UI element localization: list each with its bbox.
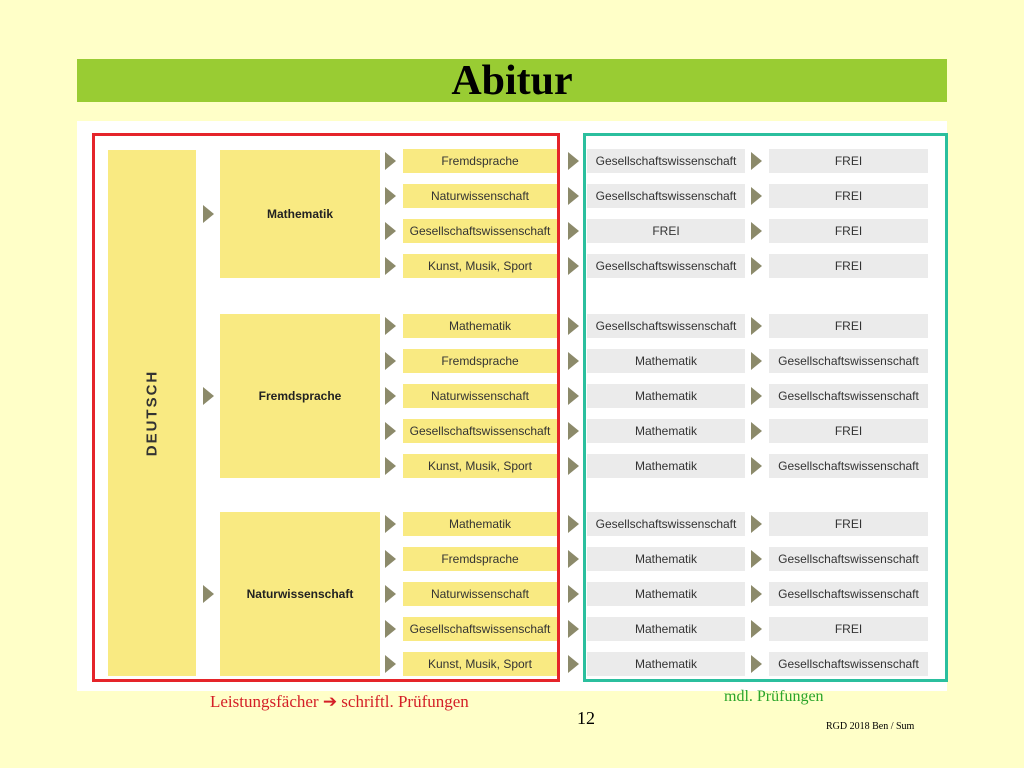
pruefung-box: Gesellschaftswissenschaft xyxy=(587,512,745,536)
pruefung-box: Gesellschaftswissenschaft xyxy=(587,314,745,338)
arrow-to-pruefung xyxy=(751,257,762,275)
arrow-group-to-leistungsfach xyxy=(385,152,396,170)
arrow-to-pruefung xyxy=(751,152,762,170)
arrow-group-to-leistungsfach xyxy=(385,352,396,370)
arrow-group-to-leistungsfach xyxy=(385,422,396,440)
leistungsfach-box: Gesellschaftswissenschaft xyxy=(403,419,557,443)
arrow-to-pruefung xyxy=(568,550,579,568)
page-title: Abitur xyxy=(451,58,573,104)
leistungsfach-box: Mathematik xyxy=(403,314,557,338)
leistungsfach-box: Fremdsprache xyxy=(403,349,557,373)
arrow-to-pruefung xyxy=(751,515,762,533)
leistungsfach-box: Fremdsprache xyxy=(403,149,557,173)
pruefung-box: Gesellschaftswissenschaft xyxy=(587,184,745,208)
arrow-to-pruefung xyxy=(751,620,762,638)
arrow-deutsch-to-group xyxy=(203,205,214,223)
arrow-deutsch-to-group xyxy=(203,387,214,405)
arrow-to-pruefung xyxy=(568,585,579,603)
pruefung-box: Gesellschaftswissenschaft xyxy=(769,652,928,676)
caption-muendliche-pruefungen: mdl. Prüfungen xyxy=(724,688,824,705)
leistungsfach-box: Mathematik xyxy=(403,512,557,536)
pruefung-box: Mathematik xyxy=(587,547,745,571)
arrow-group-to-leistungsfach xyxy=(385,222,396,240)
arrow-to-pruefung xyxy=(751,352,762,370)
arrow-group-to-leistungsfach xyxy=(385,457,396,475)
arrow-group-to-leistungsfach xyxy=(385,620,396,638)
arrow-to-pruefung xyxy=(568,352,579,370)
pruefung-box: Mathematik xyxy=(587,617,745,641)
pruefung-box: FREI xyxy=(769,219,928,243)
title-bar xyxy=(77,59,947,102)
pruefung-box: FREI xyxy=(769,254,928,278)
arrow-to-pruefung xyxy=(751,422,762,440)
leistungsfach-box: Kunst, Musik, Sport xyxy=(403,454,557,478)
pruefung-box: FREI xyxy=(769,512,928,536)
arrow-to-pruefung xyxy=(568,457,579,475)
leistungsfach-box: Kunst, Musik, Sport xyxy=(403,254,557,278)
leistungsfach-box: Naturwissenschaft xyxy=(403,384,557,408)
arrow-group-to-leistungsfach xyxy=(385,550,396,568)
pruefung-box: FREI xyxy=(587,219,745,243)
arrow-to-pruefung xyxy=(751,585,762,603)
arrow-to-pruefung xyxy=(568,515,579,533)
arrow-group-to-leistungsfach xyxy=(385,187,396,205)
pruefung-box: Mathematik xyxy=(587,419,745,443)
group-box: Fremdsprache xyxy=(220,314,380,478)
arrow-to-pruefung xyxy=(568,222,579,240)
arrow-to-pruefung xyxy=(568,257,579,275)
leistungsfach-box: Gesellschaftswissenschaft xyxy=(403,617,557,641)
arrow-group-to-leistungsfach xyxy=(385,317,396,335)
arrow-to-pruefung xyxy=(751,550,762,568)
page-number: 12 xyxy=(577,708,595,728)
arrow-to-pruefung xyxy=(751,317,762,335)
pruefung-box: Mathematik xyxy=(587,454,745,478)
arrow-group-to-leistungsfach xyxy=(385,515,396,533)
arrow-group-to-leistungsfach xyxy=(385,655,396,673)
arrow-deutsch-to-group xyxy=(203,585,214,603)
pruefung-box: Gesellschaftswissenschaft xyxy=(769,582,928,606)
arrow-to-pruefung xyxy=(568,387,579,405)
deutsch-pillar xyxy=(108,150,196,676)
group-box: Mathematik xyxy=(220,150,380,278)
pruefung-box: FREI xyxy=(769,184,928,208)
pruefung-box: Gesellschaftswissenschaft xyxy=(587,149,745,173)
deutsch-label: DEUTSCH xyxy=(143,369,161,457)
arrow-to-pruefung xyxy=(568,620,579,638)
footer-note: RGD 2018 Ben / Sum xyxy=(826,721,915,732)
pruefung-box: FREI xyxy=(769,419,928,443)
leistungsfach-box: Naturwissenschaft xyxy=(403,184,557,208)
pruefung-box: Gesellschaftswissenschaft xyxy=(587,254,745,278)
pruefung-box: Mathematik xyxy=(587,582,745,606)
pruefung-box: Gesellschaftswissenschaft xyxy=(769,547,928,571)
leistungsfach-box: Gesellschaftswissenschaft xyxy=(403,219,557,243)
arrow-to-pruefung xyxy=(568,317,579,335)
arrow-to-pruefung xyxy=(751,222,762,240)
pruefung-box: FREI xyxy=(769,149,928,173)
pruefung-box: Mathematik xyxy=(587,349,745,373)
pruefung-box: Gesellschaftswissenschaft xyxy=(769,349,928,373)
pruefung-box: Gesellschaftswissenschaft xyxy=(769,454,928,478)
arrow-to-pruefung xyxy=(751,655,762,673)
pruefung-box: FREI xyxy=(769,617,928,641)
leistungsfach-box: Fremdsprache xyxy=(403,547,557,571)
arrow-group-to-leistungsfach xyxy=(385,387,396,405)
pruefung-box: FREI xyxy=(769,314,928,338)
leistungsfach-box: Kunst, Musik, Sport xyxy=(403,652,557,676)
arrow-to-pruefung xyxy=(568,422,579,440)
arrow-group-to-leistungsfach xyxy=(385,585,396,603)
arrow-group-to-leistungsfach xyxy=(385,257,396,275)
arrow-to-pruefung xyxy=(751,457,762,475)
leistungsfach-box: Naturwissenschaft xyxy=(403,582,557,606)
arrow-to-pruefung xyxy=(751,387,762,405)
pruefung-box: Mathematik xyxy=(587,384,745,408)
group-box: Naturwissenschaft xyxy=(220,512,380,676)
arrow-to-pruefung xyxy=(568,187,579,205)
arrow-to-pruefung xyxy=(568,655,579,673)
caption-leistungsfaecher: Leistungsfächer ➔ schriftl. Prüfungen xyxy=(210,692,469,711)
arrow-to-pruefung xyxy=(751,187,762,205)
pruefung-box: Gesellschaftswissenschaft xyxy=(769,384,928,408)
pruefung-box: Mathematik xyxy=(587,652,745,676)
arrow-to-pruefung xyxy=(568,152,579,170)
